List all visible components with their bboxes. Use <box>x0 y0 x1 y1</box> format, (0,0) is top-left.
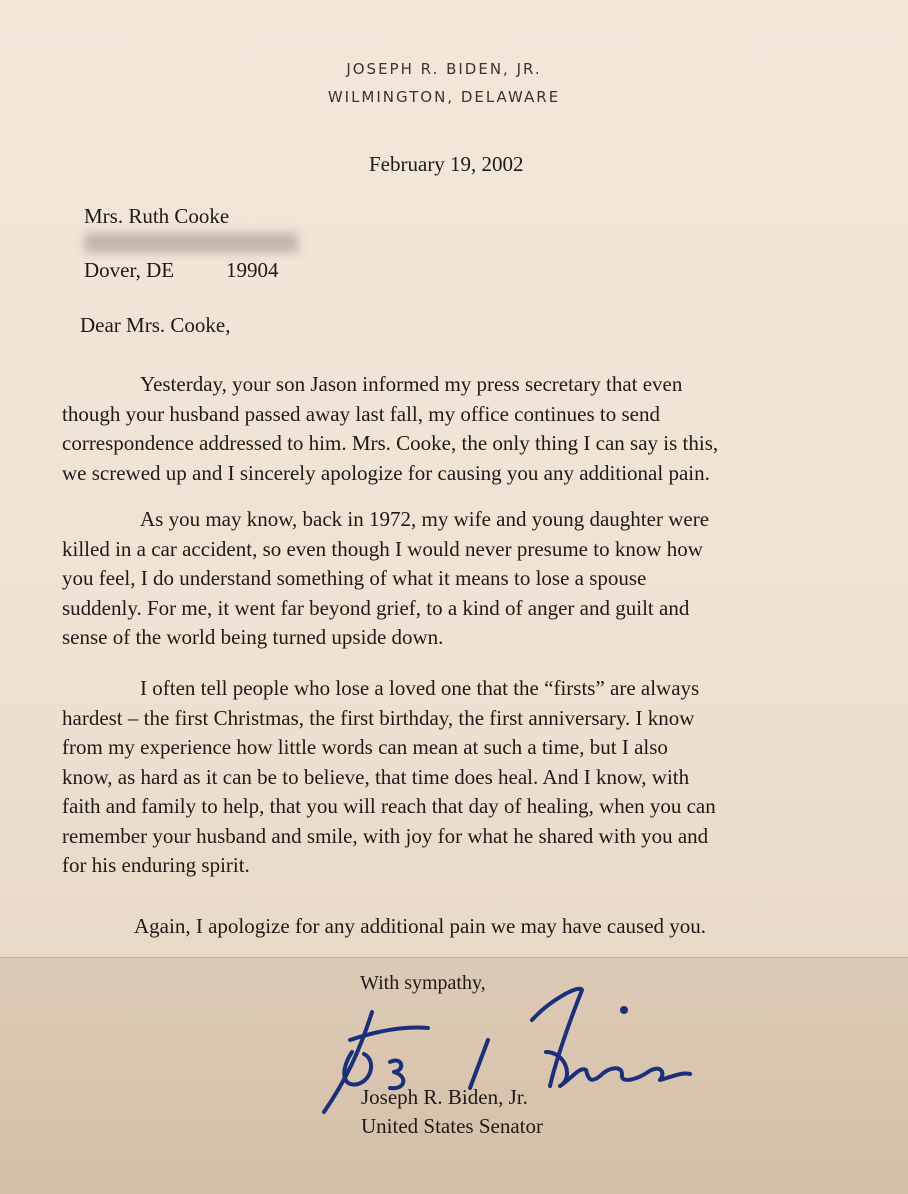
paragraph-line: sense of the world being turned upside down. <box>62 625 444 649</box>
paragraph-line: correspondence addressed to him. Mrs. Cooke, the only thing I can say is this, <box>62 431 719 455</box>
paragraph-line: Again, I apologize for any additional pain we may have caused you. <box>134 914 707 938</box>
paragraph-line: from my experience how little words can mean at such a time, but I also <box>62 735 668 759</box>
letter-date: February 19, 2002 <box>369 152 524 176</box>
paragraph-line: remember your husband and smile, with joy for what he shared with you and <box>62 823 709 848</box>
body-paragraph <box>62 912 862 942</box>
paragraph-line: though your husband passed away last fall, my office continues to send <box>62 401 660 426</box>
redacted-address <box>84 233 298 253</box>
paragraph-line: As you may know, back in 1972, my wife and young daughter were <box>140 507 710 531</box>
paragraph-line: killed in a car accident, so even though I would never presume to know how <box>62 536 703 561</box>
recipient-city: Dover, DE <box>84 258 175 282</box>
signer-name: Joseph R. Biden, Jr. <box>361 1085 528 1109</box>
salutation: Dear Mrs. Cooke, <box>80 313 231 337</box>
letterhead-name: JOSEPH R. BIDEN, JR. <box>346 60 542 78</box>
body-paragraph <box>62 674 862 881</box>
closing: With sympathy, <box>360 972 486 994</box>
paragraph-line: we screwed up and I sincerely apologize for causing you any additional pain. <box>62 460 710 485</box>
paragraph-line: know, as hard as it can be to believe, that time does heal. And I know, with <box>62 764 690 789</box>
signer-title: United States Senator <box>361 1114 543 1138</box>
paragraph-line: faith and family to help, that you will reach that day of healing, when you can <box>62 794 716 818</box>
body-paragraph <box>62 505 862 653</box>
recipient-zip: 19904 <box>226 258 279 282</box>
paragraph-line: hardest – the first Christmas, the first birthday, the first anniversary. I know <box>62 705 695 730</box>
paragraph-line: I often tell people who lose a loved one that the “firsts” are always <box>140 676 700 700</box>
recipient-name: Mrs. Ruth Cooke <box>84 204 230 228</box>
paragraph-line: suddenly. For me, it went far beyond grief, to a kind of anger and guilt and <box>62 595 690 620</box>
body-paragraph <box>62 370 862 488</box>
paragraph-line: you feel, I do understand something of what it means to lose a spouse <box>62 566 647 590</box>
paragraph-line: Yesterday, your son Jason informed my press secretary that even <box>140 372 683 396</box>
letterhead-location: WILMINGTON, DELAWARE <box>327 88 561 106</box>
paragraph-line: for his enduring spirit. <box>62 853 250 877</box>
